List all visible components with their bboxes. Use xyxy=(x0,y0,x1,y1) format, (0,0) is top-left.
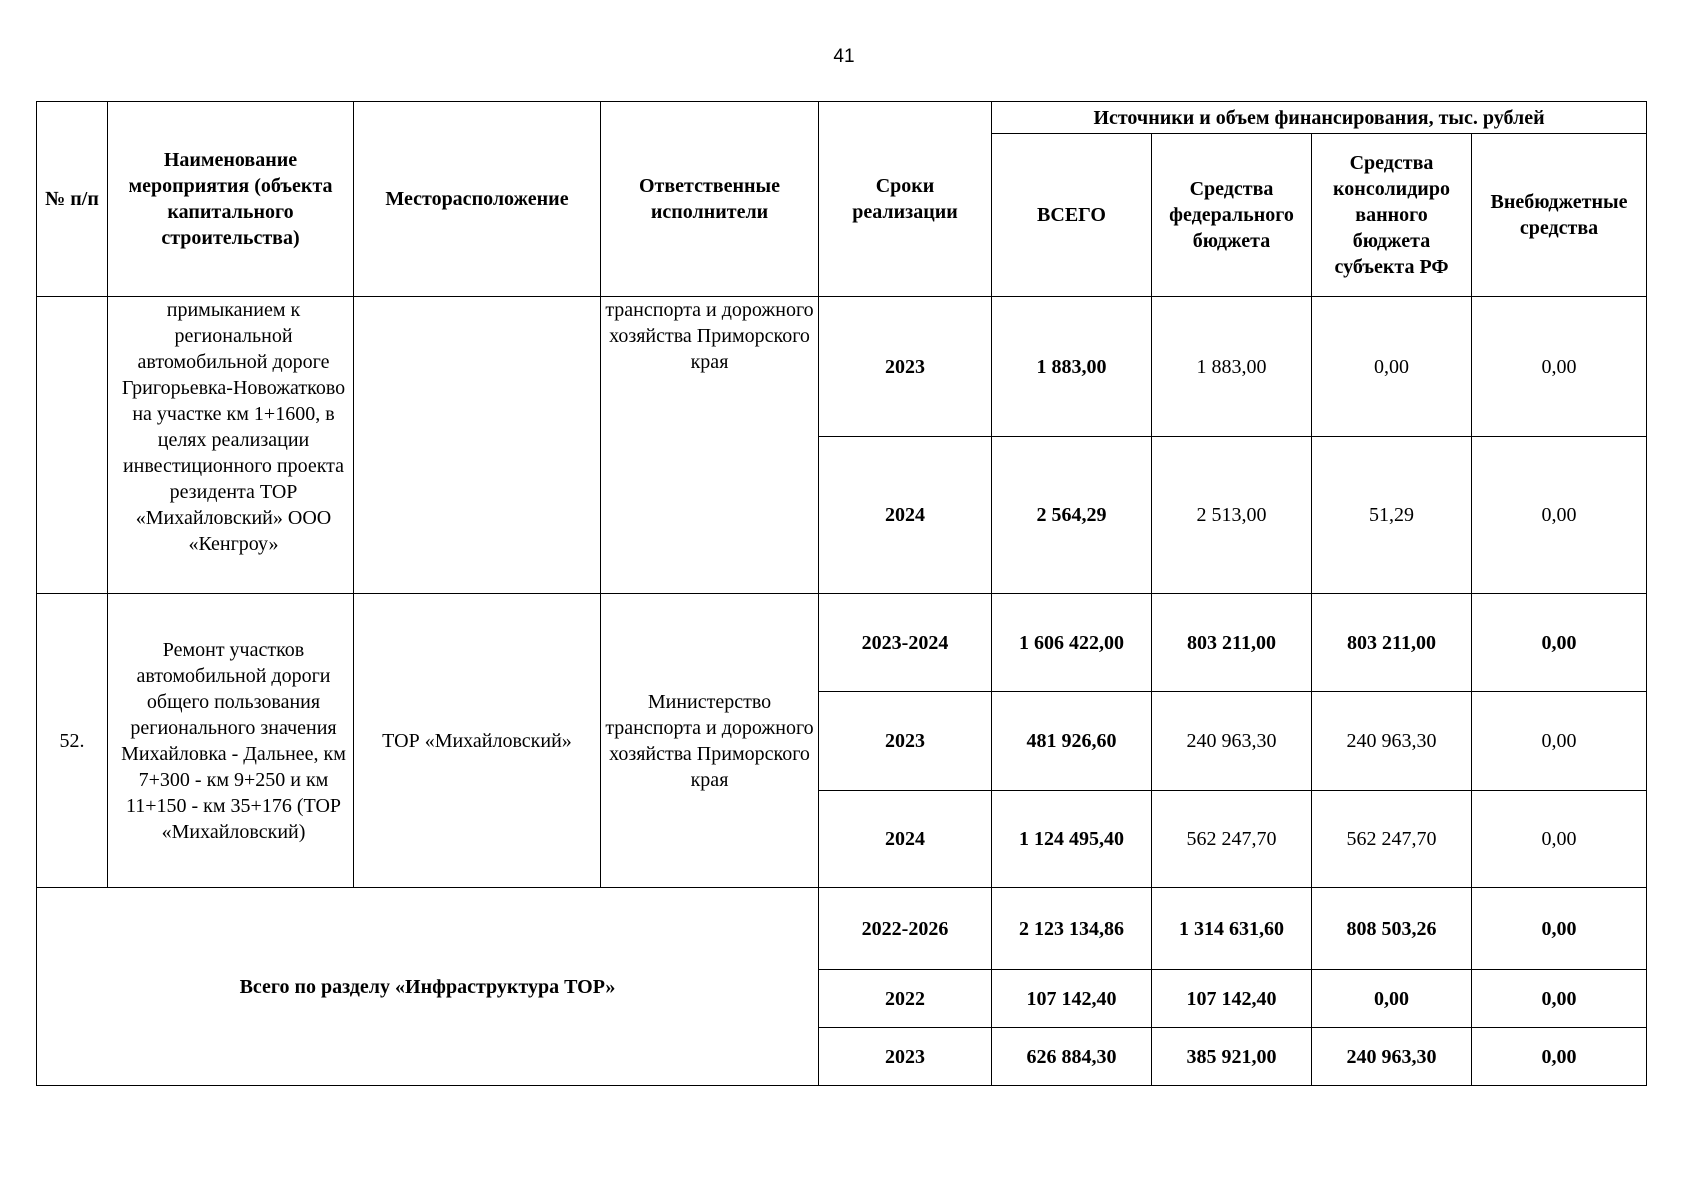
extrabudget-cell: 0,00 xyxy=(1472,297,1647,437)
federal-cell: 803 211,00 xyxy=(1152,594,1312,692)
row-52-number-cell: 52. xyxy=(37,594,108,888)
page-number: 41 xyxy=(833,46,855,67)
cont-number-cell xyxy=(37,297,108,594)
header-consolidated: Средства консолидиро ванного бюджета субъекта РФ xyxy=(1312,134,1472,297)
header-number: № п/п xyxy=(37,102,108,297)
federal-cell: 385 921,00 xyxy=(1152,1028,1312,1086)
term-cell: 2023-2024 xyxy=(819,594,992,692)
extrabudget-cell: 0,00 xyxy=(1472,437,1647,594)
cont-location-cell xyxy=(354,297,601,594)
consolidated-cell: 562 247,70 xyxy=(1312,791,1472,888)
extrabudget-cell: 0,00 xyxy=(1472,888,1647,970)
header-extrabudget: Внебюджетные средства xyxy=(1472,134,1647,297)
extrabudget-cell: 0,00 xyxy=(1472,594,1647,692)
federal-cell: 562 247,70 xyxy=(1152,791,1312,888)
term-cell: 2022 xyxy=(819,970,992,1028)
table-row xyxy=(37,888,1647,970)
header-location: Месторасположение xyxy=(354,102,601,297)
header-terms: Сроки реализации xyxy=(819,102,992,297)
federal-cell: 1 314 631,60 xyxy=(1152,888,1312,970)
consolidated-cell: 51,29 xyxy=(1312,437,1472,594)
extrabudget-cell: 0,00 xyxy=(1472,1028,1647,1086)
extrabudget-cell: 0,00 xyxy=(1472,791,1647,888)
total-cell: 1 883,00 xyxy=(992,297,1152,437)
term-cell: 2022-2026 xyxy=(819,888,992,970)
consolidated-cell: 240 963,30 xyxy=(1312,692,1472,791)
federal-cell: 1 883,00 xyxy=(1152,297,1312,437)
federal-cell: 240 963,30 xyxy=(1152,692,1312,791)
cont-name-cell: примыканием к региональной автомобильной дороге Григорьевка-Новожатково на участке км 1+1600, в целях реализации инвестиционного проекта резидента ТОР «Михайловский» ООО «Кенгроу» xyxy=(108,297,354,594)
total-cell: 2 564,29 xyxy=(992,437,1152,594)
federal-cell: 107 142,40 xyxy=(1152,970,1312,1028)
header-responsible: Ответственные исполнители xyxy=(601,102,819,297)
term-cell: 2023 xyxy=(819,1028,992,1086)
federal-cell: 2 513,00 xyxy=(1152,437,1312,594)
table-row xyxy=(37,297,1647,437)
row-52-location-cell: ТОР «Михайловский» xyxy=(354,594,601,888)
term-cell: 2024 xyxy=(819,437,992,594)
consolidated-cell: 240 963,30 xyxy=(1312,1028,1472,1086)
cont-responsible-cell: транспорта и дорожного хозяйства Приморского края xyxy=(601,297,819,594)
table-row xyxy=(37,594,1647,692)
total-cell: 481 926,60 xyxy=(992,692,1152,791)
consolidated-cell: 808 503,26 xyxy=(1312,888,1472,970)
term-cell: 2024 xyxy=(819,791,992,888)
extrabudget-cell: 0,00 xyxy=(1472,692,1647,791)
row-52-responsible-cell: Министерство транспорта и дорожного хозяйства Приморского края xyxy=(601,594,819,888)
consolidated-cell: 803 211,00 xyxy=(1312,594,1472,692)
header-federal: Средства федерального бюджета xyxy=(1152,134,1312,297)
total-cell: 2 123 134,86 xyxy=(992,888,1152,970)
header-funding-group: Источники и объем финансирования, тыс. рублей xyxy=(992,102,1647,134)
header-name: Наименование мероприятия (объекта капитального строительства) xyxy=(108,102,354,297)
row-52-name-cell: Ремонт участков автомобильной дороги общего пользования регионального значения Михайловка - Дальнее, км 7+300 - км 9+250 и км 11+150 - км 35+176 (ТОР «Михайловский) xyxy=(108,594,354,888)
extrabudget-cell: 0,00 xyxy=(1472,970,1647,1028)
section-total-label: Всего по разделу «Инфраструктура ТОР» xyxy=(37,888,819,1086)
financing-table xyxy=(36,101,1647,1086)
total-cell: 1 124 495,40 xyxy=(992,791,1152,888)
consolidated-cell: 0,00 xyxy=(1312,297,1472,437)
total-cell: 107 142,40 xyxy=(992,970,1152,1028)
total-cell: 1 606 422,00 xyxy=(992,594,1152,692)
total-cell: 626 884,30 xyxy=(992,1028,1152,1086)
term-cell: 2023 xyxy=(819,297,992,437)
header-total: ВСЕГО xyxy=(992,134,1152,297)
consolidated-cell: 0,00 xyxy=(1312,970,1472,1028)
term-cell: 2023 xyxy=(819,692,992,791)
